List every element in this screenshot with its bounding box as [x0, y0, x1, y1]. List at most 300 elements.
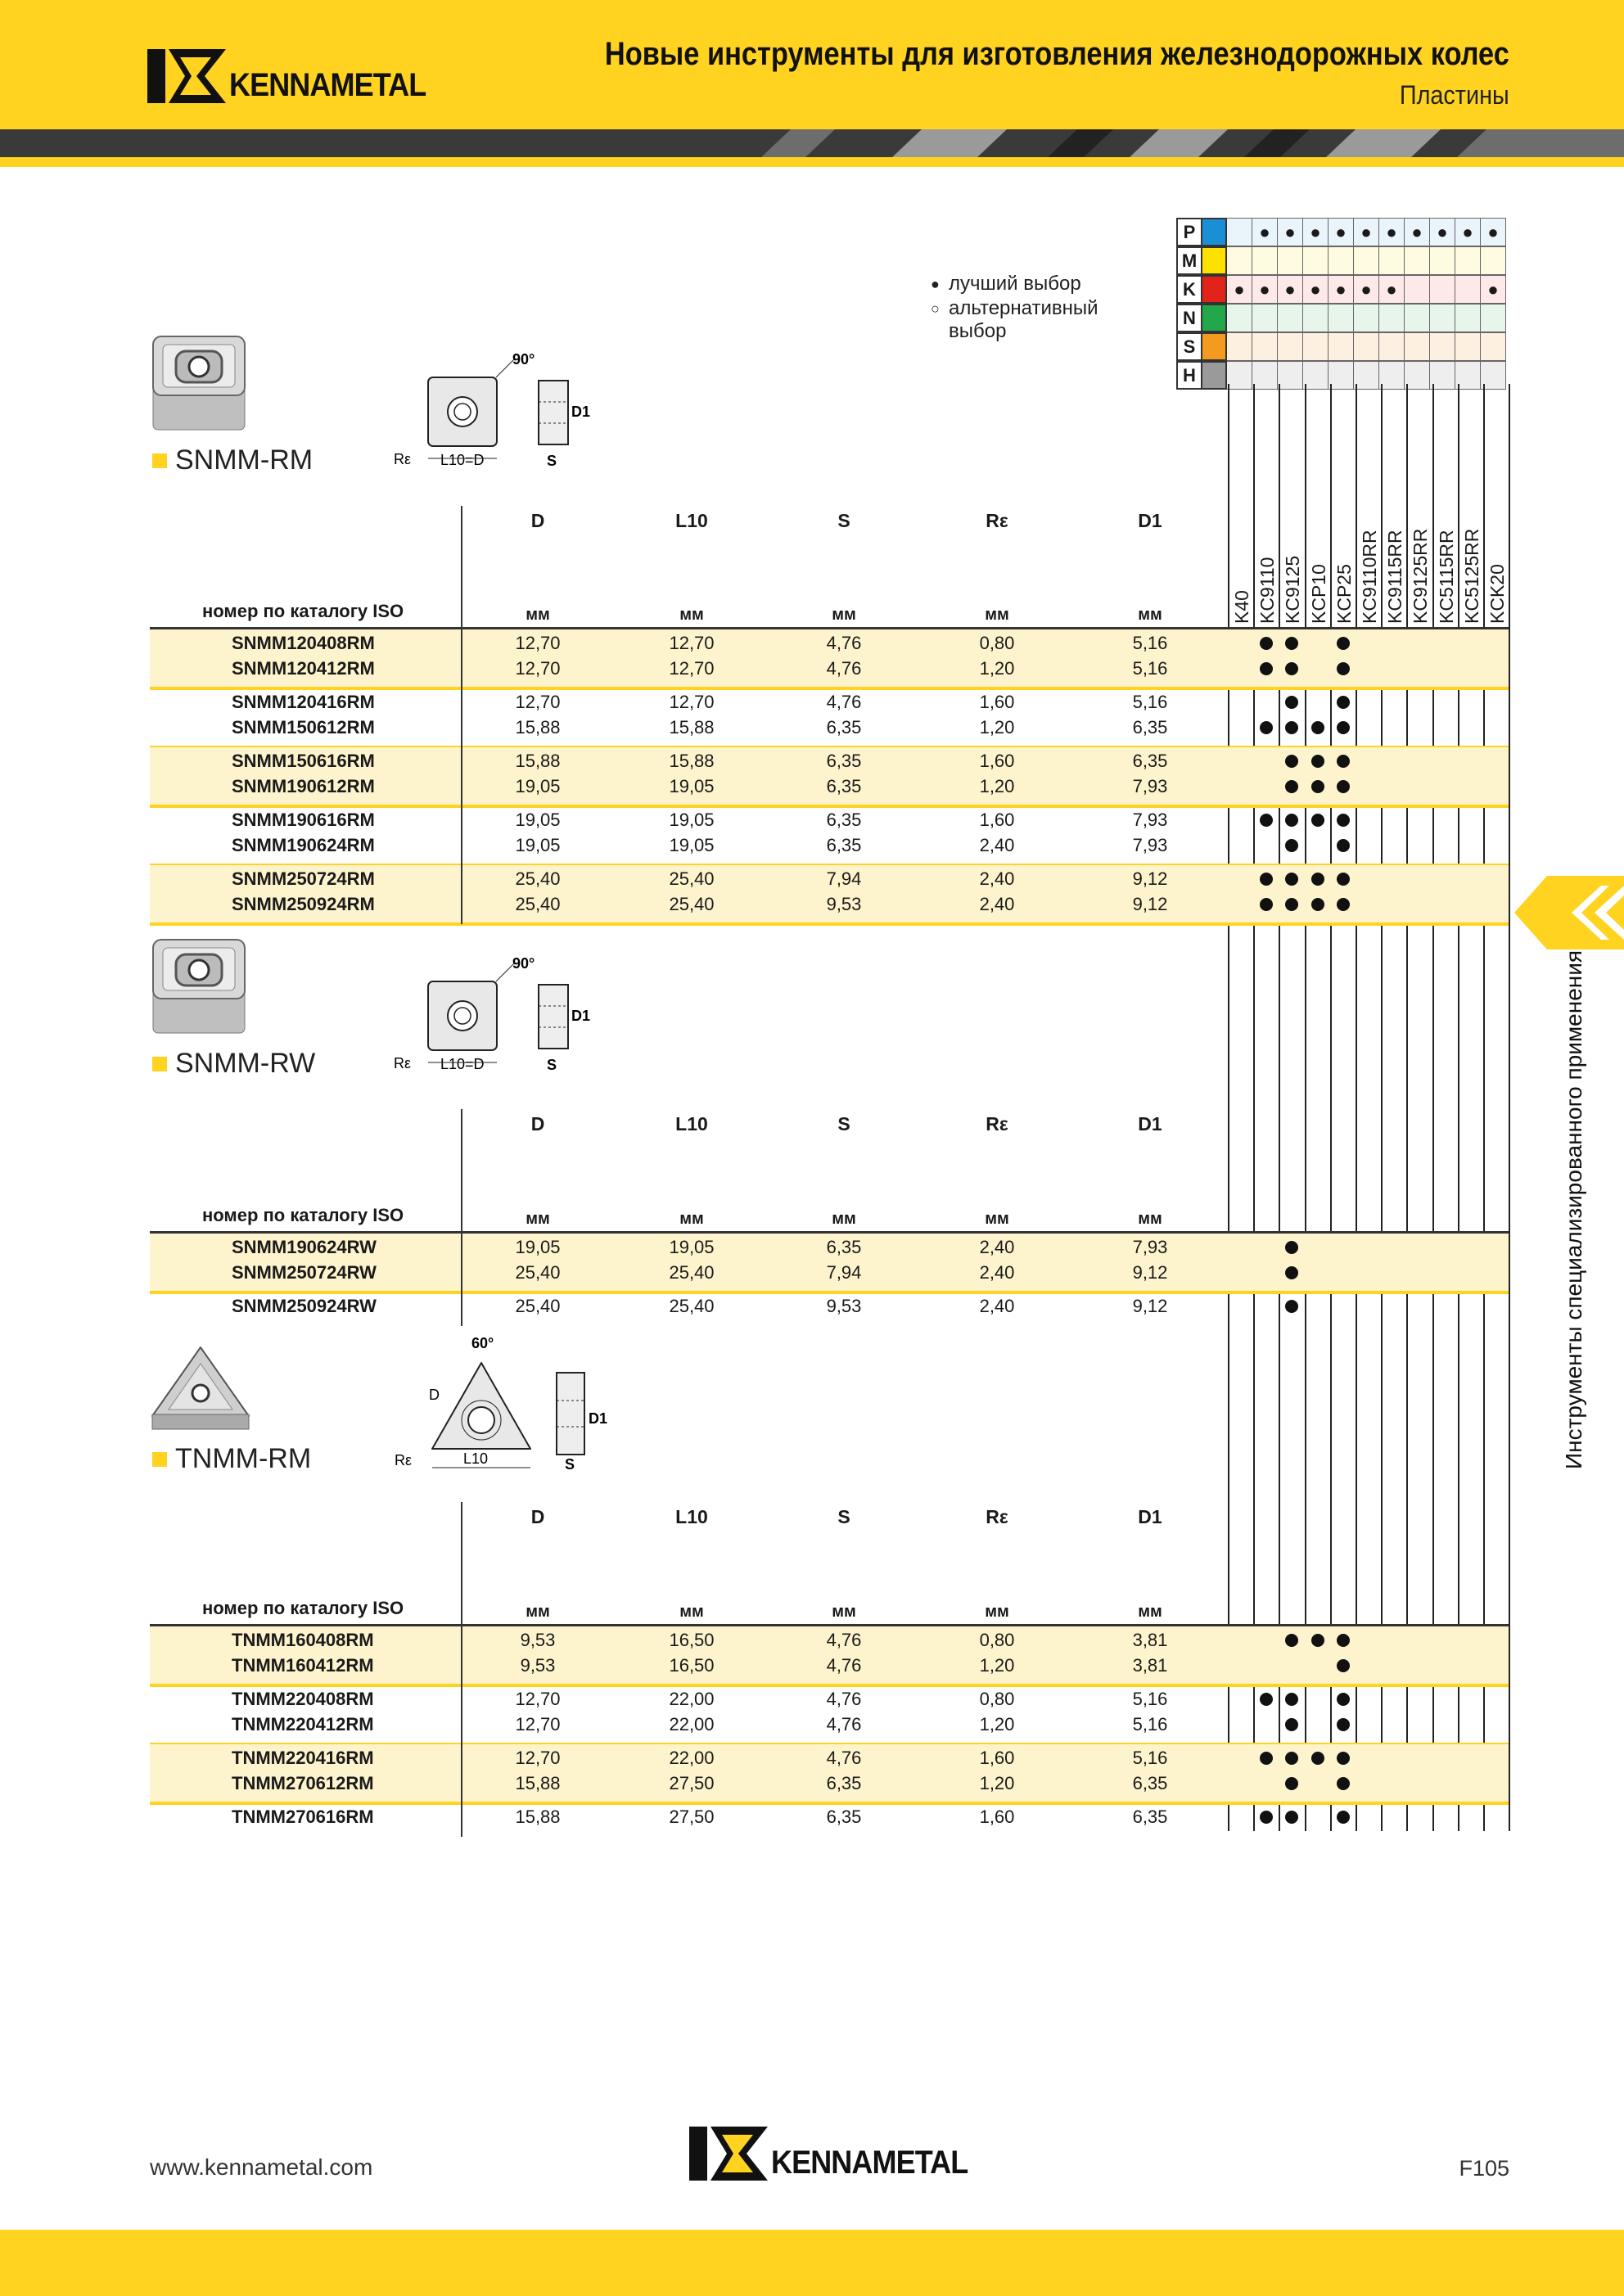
column-header-re: Rε: [986, 1506, 1008, 1527]
cell-s: 7,94: [826, 1262, 862, 1283]
svg-text:L10: L10: [463, 1450, 489, 1467]
material-grade-cell: [1354, 361, 1379, 390]
material-grade-cell: [1329, 246, 1354, 275]
cell-s: 6,35: [826, 1807, 862, 1827]
best-choice-dot: [1337, 755, 1350, 768]
material-grade-cell: [1278, 332, 1303, 361]
best-choice-dot: [1337, 1634, 1350, 1647]
grade-label-kc5115rr: KC5115RR: [1435, 530, 1457, 624]
grade-column-line: [1406, 384, 1408, 1831]
best-choice-dot: [1285, 1718, 1298, 1731]
catalog-number: TNMM160412RM: [232, 1655, 374, 1676]
cell-s: 4,76: [826, 633, 862, 653]
cell-re: 1,20: [979, 1773, 1015, 1793]
cell-re: 1,60: [979, 692, 1015, 712]
material-grade-cell: ●: [1455, 218, 1481, 246]
grade-column-line: [1432, 384, 1434, 1831]
cell-re: 2,40: [979, 1296, 1015, 1316]
material-grade-cell: ●: [1379, 218, 1405, 246]
cell-l10: 27,50: [669, 1807, 715, 1827]
cell-re: 2,40: [979, 894, 1015, 914]
unit-label: мм: [1138, 606, 1162, 624]
best-choice-dot: [1260, 814, 1273, 827]
cell-re: 1,20: [979, 717, 1015, 738]
cell-re: 1,20: [979, 658, 1015, 679]
cell-re: 1,20: [979, 1655, 1015, 1676]
snmm-rm-insert-photo: [150, 330, 248, 433]
column-header-s: S: [837, 1506, 850, 1527]
catalog-number: SNMM190616RM: [232, 810, 375, 830]
catalog-number: SNMM190624RW: [232, 1237, 377, 1257]
catalog-number: SNMM120416RM: [232, 692, 375, 712]
material-grade-cell: [1252, 304, 1278, 332]
grade-column-line: [1305, 384, 1306, 1831]
column-header-re: Rε: [986, 510, 1008, 531]
cell-l10: 22,00: [669, 1748, 715, 1768]
best-choice-dot: [1337, 637, 1350, 650]
column-header-l10: L10: [675, 1113, 708, 1134]
material-color-swatch: [1202, 361, 1227, 390]
material-grade-cell: [1227, 332, 1252, 361]
material-letter: M: [1176, 246, 1202, 275]
cell-re: 1,60: [979, 810, 1015, 830]
cell-s: 6,35: [826, 810, 862, 830]
best-choice-dot: [1337, 780, 1350, 793]
cell-l10: 19,05: [669, 1237, 715, 1257]
cell-s: 4,76: [826, 1689, 862, 1709]
material-grade-cell: [1329, 361, 1354, 390]
best-choice-dot: [1285, 814, 1298, 827]
material-grade-cell: [1430, 332, 1455, 361]
row-group-divider: [150, 922, 1509, 926]
cell-s: 4,76: [826, 658, 862, 679]
svg-text:Rε: Rε: [394, 1055, 412, 1071]
material-grade-cell: ●: [1303, 218, 1329, 246]
kennametal-k-icon: [147, 49, 226, 103]
grade-column-line: [1356, 384, 1357, 1831]
cell-s: 6,35: [826, 776, 862, 796]
bullet-square-icon: [152, 453, 167, 468]
best-choice-dot: [1311, 873, 1324, 886]
best-choice-dot: [1285, 1693, 1298, 1706]
material-letter: N: [1176, 304, 1202, 332]
row-group-divider: [150, 1802, 1509, 1805]
cell-d1: 5,16: [1132, 1689, 1168, 1709]
grade-label-kcp25: KCP25: [1333, 564, 1355, 624]
cell-re: 2,40: [979, 868, 1015, 889]
section-title-snmm-rw: SNMM-RW: [152, 1048, 315, 1080]
material-grade-cell: ●: [1379, 275, 1405, 304]
stripe-pattern: [0, 129, 1624, 157]
unit-label: мм: [526, 1210, 550, 1228]
cell-d1: 9,12: [1132, 894, 1168, 914]
snmm-rw-dimension-drawing: [391, 952, 604, 1075]
cell-l10: 25,40: [669, 868, 715, 889]
material-grade-cell: [1455, 275, 1481, 304]
cell-l10: 25,40: [669, 1262, 715, 1283]
svg-text:S: S: [547, 453, 557, 469]
material-grade-cell: [1227, 304, 1252, 332]
material-color-swatch: [1202, 246, 1227, 275]
cell-s: 9,53: [826, 1296, 862, 1316]
cell-d1: 5,16: [1132, 692, 1168, 712]
cell-d1: 6,35: [1132, 751, 1168, 771]
best-choice-dot: [1337, 814, 1350, 827]
cell-l10: 25,40: [669, 894, 715, 914]
row-group-divider: [150, 1291, 1509, 1294]
material-grade-cell: [1430, 304, 1455, 332]
cell-d: 19,05: [515, 835, 561, 855]
cell-l10: 16,50: [669, 1630, 715, 1650]
material-grade-cell: [1227, 361, 1252, 390]
header-stripe: [0, 129, 1624, 157]
row-group-divider: [150, 687, 1509, 690]
cell-re: 0,80: [979, 1630, 1015, 1650]
section-tab-chevron-icon: [1514, 876, 1624, 950]
footer-kennametal-logo: KENNAMETAL: [689, 2127, 990, 2181]
cell-d: 15,88: [515, 717, 561, 738]
footer-band: [0, 2230, 1624, 2296]
material-grade-cell: [1303, 361, 1329, 390]
column-header-d1: D1: [1138, 510, 1162, 531]
best-choice-dot: [1260, 721, 1273, 734]
cell-l10: 19,05: [669, 776, 715, 796]
section-title-tnmm-rm: TNMM-RM: [152, 1443, 311, 1475]
cell-s: 6,35: [826, 1773, 862, 1793]
cell-l10: 12,70: [669, 658, 715, 679]
best-choice-dot: [1337, 898, 1350, 911]
page-header: [0, 0, 1624, 129]
cell-d1: 3,81: [1132, 1655, 1168, 1676]
unit-label: мм: [679, 1603, 704, 1621]
unit-label: мм: [985, 606, 1009, 624]
material-grade-cell: [1354, 332, 1379, 361]
material-grade-cell: ●: [1303, 275, 1329, 304]
material-row-m: [1176, 246, 1506, 275]
grade-label-kck20: KCK20: [1486, 564, 1508, 624]
cell-d: 15,88: [515, 1807, 561, 1827]
unit-label: мм: [832, 606, 856, 624]
unit-label: мм: [526, 606, 550, 624]
cell-l10: 19,05: [669, 835, 715, 855]
catalog-number: TNMM220408RM: [232, 1689, 374, 1709]
material-grade-cell: ●: [1405, 218, 1430, 246]
grade-column-line: [1483, 384, 1485, 1831]
material-grade-cell: ●: [1354, 218, 1379, 246]
material-grade-cell: [1252, 361, 1278, 390]
kennametal-logo: KENNAMETAL: [147, 49, 448, 103]
material-grade-cell: ●: [1227, 275, 1252, 304]
svg-text:90°: 90°: [512, 351, 535, 368]
svg-text:D: D: [429, 1387, 440, 1403]
material-grade-cell: [1252, 246, 1278, 275]
legend-alt: ○ альтернативный выбор: [931, 297, 1098, 342]
material-grade-cell: [1430, 246, 1455, 275]
material-grade-cell: [1379, 304, 1405, 332]
best-choice-dot: [1337, 1811, 1350, 1824]
material-grade-cell: ●: [1329, 218, 1354, 246]
material-grade-cell: [1278, 246, 1303, 275]
unit-label: мм: [832, 1603, 856, 1621]
cell-d: 25,40: [515, 1262, 561, 1283]
catalog-number: SNMM190624RM: [232, 835, 375, 855]
catalog-number: SNMM150612RM: [232, 717, 375, 738]
section-title-snmm-rm: SNMM-RM: [152, 444, 313, 476]
cell-l10: 19,05: [669, 810, 715, 830]
cell-d: 15,88: [515, 1773, 561, 1793]
column-header-d: D: [530, 1113, 545, 1134]
material-grade-cell: [1303, 246, 1329, 275]
unit-label: мм: [985, 1210, 1009, 1228]
cell-d1: 7,93: [1132, 835, 1168, 855]
cell-d1: 6,35: [1132, 717, 1168, 738]
unit-label: мм: [679, 1210, 704, 1228]
cell-s: 4,76: [826, 1630, 862, 1650]
best-choice-dot: [1337, 1718, 1350, 1731]
cell-d1: 5,16: [1132, 658, 1168, 679]
cell-s: 9,53: [826, 894, 862, 914]
cell-d: 25,40: [515, 1296, 561, 1316]
cell-d: 9,53: [520, 1655, 556, 1676]
legend-best: ● лучший выбор: [931, 273, 1081, 295]
material-grade-cell: [1405, 332, 1430, 361]
cell-d1: 9,12: [1132, 1262, 1168, 1283]
best-choice-dot: [1337, 1752, 1350, 1765]
row-group-divider: [150, 805, 1509, 808]
cell-re: 2,40: [979, 835, 1015, 855]
material-grade-cell: [1379, 361, 1405, 390]
cell-l10: 27,50: [669, 1773, 715, 1793]
cell-d1: 5,16: [1132, 1748, 1168, 1768]
cell-d: 15,88: [515, 751, 561, 771]
material-grade-cell: [1303, 304, 1329, 332]
best-choice-dot: [1260, 1811, 1273, 1824]
cell-re: 2,40: [979, 1262, 1015, 1283]
cell-d: 19,05: [515, 1237, 561, 1257]
best-choice-dot: [1311, 755, 1324, 768]
svg-text:D1: D1: [571, 1008, 591, 1024]
material-grade-cell: ●: [1252, 275, 1278, 304]
cell-re: 1,60: [979, 751, 1015, 771]
best-choice-dot: [1285, 696, 1298, 709]
page-subtitle: Пластины: [1400, 80, 1509, 110]
grade-column-line: [1253, 384, 1255, 1831]
cell-d: 19,05: [515, 776, 561, 796]
material-grade-cell: [1481, 332, 1506, 361]
material-grade-cell: [1405, 304, 1430, 332]
material-row-s: [1176, 332, 1506, 361]
cell-d: 25,40: [515, 868, 561, 889]
bullet-square-icon: [152, 1057, 167, 1071]
column-header-catalog: номер по каталогу ISO: [202, 601, 404, 621]
material-grade-cell: [1329, 304, 1354, 332]
svg-text:D1: D1: [589, 1410, 608, 1427]
tnmm-rm-insert-photo: [147, 1342, 254, 1432]
cell-d1: 9,12: [1132, 1296, 1168, 1316]
material-letter: K: [1176, 275, 1202, 304]
material-grade-cell: ●: [1252, 218, 1278, 246]
catalog-number: TNMM220416RM: [232, 1748, 374, 1768]
best-choice-dot: [1337, 839, 1350, 852]
material-grade-cell: ●: [1278, 275, 1303, 304]
unit-label: мм: [1138, 1603, 1162, 1621]
best-choice-dot: [1311, 1634, 1324, 1647]
catalog-number: SNMM250724RW: [232, 1262, 377, 1283]
grade-label-kc9110rr: KC9110RR: [1359, 530, 1380, 624]
cell-d1: 7,93: [1132, 1237, 1168, 1257]
material-color-swatch: [1202, 218, 1227, 246]
svg-text:90°: 90°: [512, 955, 535, 972]
cell-s: 6,35: [826, 751, 862, 771]
column-header-d: D: [530, 1506, 545, 1527]
unit-label: мм: [679, 606, 704, 624]
cell-d: 12,70: [515, 1748, 561, 1768]
grade-label-kc9125: KC9125: [1282, 555, 1304, 624]
column-header-catalog: номер по каталогу ISO: [202, 1598, 404, 1618]
material-grade-cell: ●: [1329, 275, 1354, 304]
cell-d: 9,53: [520, 1630, 556, 1650]
cell-s: 4,76: [826, 692, 862, 712]
unit-label: мм: [985, 1603, 1009, 1621]
catalog-column-divider: [461, 506, 462, 924]
material-row-n: [1176, 304, 1506, 332]
column-header-s: S: [837, 1113, 850, 1134]
best-choice-dot: [1311, 721, 1324, 734]
material-grade-cell: [1405, 275, 1430, 304]
cell-d: 12,70: [515, 692, 561, 712]
cell-d1: 7,93: [1132, 776, 1168, 796]
grade-label-kc9110: KC9110: [1256, 557, 1279, 624]
cell-l10: 22,00: [669, 1689, 715, 1709]
catalog-column-divider: [461, 1502, 462, 1837]
catalog-column-divider: [461, 1109, 462, 1326]
cell-l10: 25,40: [669, 1296, 715, 1316]
cell-d1: 5,16: [1132, 633, 1168, 653]
material-grade-cell: [1303, 332, 1329, 361]
catalog-number: SNMM120408RM: [232, 633, 375, 653]
catalog-number: SNMM250924RM: [232, 894, 375, 914]
svg-text:S: S: [565, 1456, 575, 1473]
best-choice-dot: [1260, 1693, 1273, 1706]
cell-d1: 6,35: [1132, 1773, 1168, 1793]
cell-d1: 5,16: [1132, 1714, 1168, 1734]
material-color-swatch: [1202, 275, 1227, 304]
catalog-number: TNMM270616RM: [232, 1807, 374, 1827]
best-choice-dot: [1311, 1752, 1324, 1765]
grade-column-line: [1279, 384, 1280, 1831]
best-choice-dot: [1337, 1693, 1350, 1706]
cell-l10: 15,88: [669, 717, 715, 738]
grade-column-line: [1509, 384, 1510, 1831]
svg-text:D1: D1: [571, 404, 591, 420]
snmm-rw-insert-photo: [150, 933, 248, 1036]
column-header-s: S: [837, 510, 850, 531]
cell-s: 4,76: [826, 1714, 862, 1734]
catalog-number: TNMM160408RM: [232, 1630, 374, 1650]
material-row-p: [1176, 218, 1506, 246]
best-choice-dot: [1285, 1811, 1298, 1824]
cell-re: 0,80: [979, 1689, 1015, 1709]
svg-text:L10=D: L10=D: [440, 452, 485, 468]
material-row-h: [1176, 361, 1506, 390]
grade-column-line: [1228, 384, 1229, 1831]
material-color-swatch: [1202, 332, 1227, 361]
grade-label-kcp10: KCP10: [1307, 564, 1329, 624]
cell-d: 12,70: [515, 658, 561, 679]
best-choice-dot: [1337, 721, 1350, 734]
material-grade-cell: [1278, 304, 1303, 332]
material-grade-cell: [1227, 218, 1252, 246]
header-stripe-yellow: [0, 157, 1624, 167]
material-letter: S: [1176, 332, 1202, 361]
cell-s: 4,76: [826, 1655, 862, 1676]
svg-text:L10=D: L10=D: [440, 1056, 485, 1072]
cell-re: 1,60: [979, 1748, 1015, 1768]
grade-column-line: [1330, 384, 1332, 1831]
column-header-d1: D1: [1138, 1113, 1162, 1134]
material-row-k: [1176, 275, 1506, 304]
material-grade-cell: [1379, 332, 1405, 361]
catalog-number: TNMM220412RM: [232, 1714, 374, 1734]
cell-d: 12,70: [515, 1714, 561, 1734]
cell-d: 19,05: [515, 810, 561, 830]
best-choice-dot: [1337, 696, 1350, 709]
material-grade-cell: [1430, 275, 1455, 304]
svg-text:Rε: Rε: [394, 451, 412, 467]
cell-s: 6,35: [826, 1237, 862, 1257]
cell-d: 25,40: [515, 894, 561, 914]
cell-d1: 7,93: [1132, 810, 1168, 830]
column-header-catalog: номер по каталогу ISO: [202, 1205, 404, 1225]
cell-l10: 12,70: [669, 692, 715, 712]
material-table: [1176, 218, 1506, 390]
cell-d: 12,70: [515, 633, 561, 653]
best-choice-dot: [1337, 1659, 1350, 1672]
footer-website-link[interactable]: www.kennametal.com: [150, 2154, 373, 2180]
material-grade-cell: [1455, 332, 1481, 361]
catalog-number: SNMM250724RM: [232, 868, 375, 889]
unit-label: мм: [1138, 1210, 1162, 1228]
material-grade-cell: [1252, 332, 1278, 361]
unit-label: мм: [526, 1603, 550, 1621]
kennametal-k-icon: [689, 2127, 768, 2181]
material-letter: P: [1176, 218, 1202, 246]
svg-text:60°: 60°: [471, 1335, 494, 1351]
cell-s: 6,35: [826, 835, 862, 855]
column-header-l10: L10: [675, 510, 708, 531]
material-grade-cell: ●: [1481, 275, 1506, 304]
best-choice-dot: [1337, 1777, 1350, 1790]
material-grade-cell: [1430, 361, 1455, 390]
grade-column-line: [1381, 384, 1383, 1831]
cell-d1: 3,81: [1132, 1630, 1168, 1650]
column-header-re: Rε: [986, 1113, 1008, 1134]
material-grade-cell: [1354, 246, 1379, 275]
material-grade-cell: ●: [1481, 218, 1506, 246]
unit-label: мм: [832, 1210, 856, 1228]
catalog-number: SNMM150616RM: [232, 751, 375, 771]
grade-label-kc9115rr: KC9115RR: [1384, 530, 1406, 624]
cell-l10: 16,50: [669, 1655, 715, 1676]
grade-label-kc9125rr: KC9125RR: [1410, 528, 1432, 624]
catalog-number: SNMM190612RM: [232, 776, 375, 796]
grade-label-k40: K40: [1231, 590, 1252, 624]
cell-d: 12,70: [515, 1689, 561, 1709]
best-choice-dot: [1285, 839, 1298, 852]
catalog-number: TNMM270612RM: [232, 1773, 374, 1793]
bullet-square-icon: [152, 1452, 167, 1467]
material-grade-cell: [1354, 304, 1379, 332]
